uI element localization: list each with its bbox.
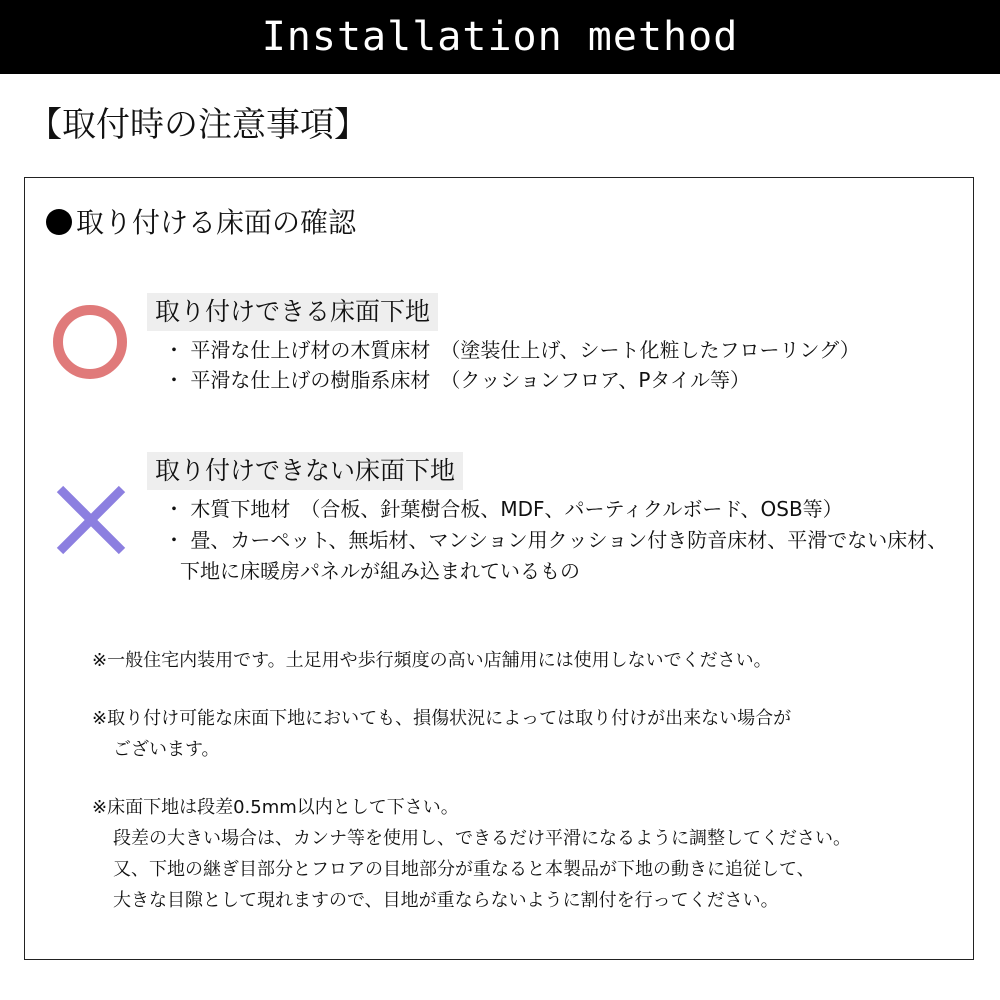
not-acceptable-item: 下地に床暖房パネルが組み込まれているもの [180,559,580,583]
acceptable-item: ・ 平滑な仕上げの樹脂系床材 （クッションフロア、Pタイル等） [164,368,751,392]
section-title: 【取付時の注意事項】 [28,105,368,145]
note-level-cont: 段差の大きい場合は、カンナ等を使用し、できるだけ平滑になるように調整してください。 [113,828,851,849]
note-level-cont: 大きな目隙として現れますので、目地が重ならないように割付を行ってください。 [113,890,779,911]
note-damage: ※取り付け可能な床面下地においても、損傷状況によっては取り付けが出来ない場合が [92,708,792,729]
acceptable-label: 取り付けできる床面下地 [147,293,438,331]
note-damage-cont: ございます。 [113,739,220,760]
note-level-cont: 又、下地の継ぎ目部分とフロアの目地部分が重なると本製品が下地の動きに追従して、 [113,859,815,880]
not-acceptable-label: 取り付けできない床面下地 [147,452,463,490]
bullet-dot-icon [46,209,72,235]
not-acceptable-item: ・ 木質下地材 （合板、針葉樹合板、MDF、パーティクルボード、OSB等） [164,497,843,521]
cross-icon [54,483,128,557]
acceptable-item: ・ 平滑な仕上げ材の木質床材 （塗装仕上げ、シート化粧したフローリング） [164,338,860,362]
panel-heading-text: 取り付ける床面の確認 [76,206,357,239]
note-level: ※床面下地は段差0.5mm以内として下さい。 [92,797,459,818]
not-acceptable-item: ・ 畳、カーペット、無垢材、マンション用クッション付き防音床材、平滑でない床材、 [164,528,948,552]
circle-icon [52,304,128,380]
note-general-use: ※一般住宅内装用です。土足用や歩行頻度の高い店舗用には使用しないでください。 [92,650,772,671]
panel-heading [46,203,356,243]
page-title: Installation method [261,14,739,60]
